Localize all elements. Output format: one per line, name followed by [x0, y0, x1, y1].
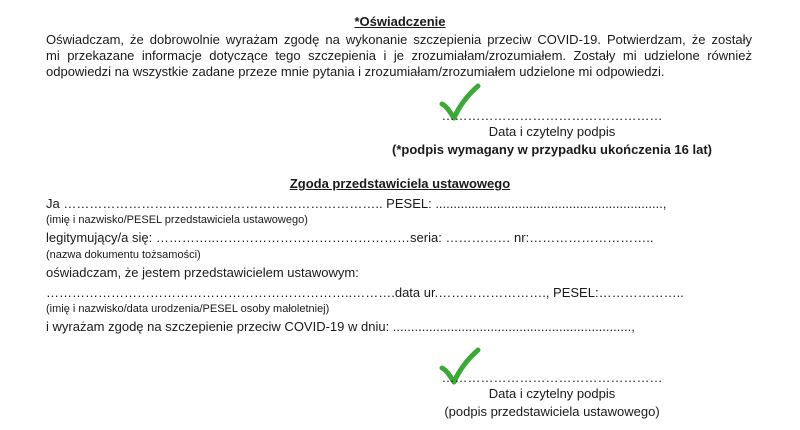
declaration-title: *Oświadczenie [354, 14, 446, 29]
declaration-signature-line: …………………………………………… [441, 108, 663, 123]
declaration-signature-note: (*podpis wymagany w przypadku ukończenia 16 lat) [391, 142, 713, 157]
guardian-statement-line: oświadczam, że jestem przedstawicielem ustawowym: [46, 265, 359, 280]
guardian-signature-label: Data i czytelny podpis [488, 386, 616, 401]
declaration-text-line-1: Oświadczam, że dobrowolnie wyrażam zgodę na wykonanie szczepienia przeciw COVID-19. Potwierdzam, że zostały [46, 32, 752, 47]
guardian-name-pesel-line: Ja ……………………………………………………………….. PESEL: ..............................................................., [46, 196, 667, 211]
minor-details-line: ……………………………………………………………..……….data ur.……………………., PESEL:……………….. [46, 285, 684, 300]
guardian-signature-note: (podpis przedstawiciela ustawowego) [444, 404, 660, 419]
guardian-signature-line: …………………………………………… [441, 370, 663, 385]
guardian-document-line: legitymujący/a się: …………..………………………………………seria: …………… nr:……………………….. [46, 230, 654, 245]
declaration-signature-label: Data i czytelny podpis [488, 124, 616, 139]
vaccination-date-line: i wyrażam zgodę na szczepienie przeciw COVID-19 w dniu: .................................................................., [46, 319, 635, 334]
declaration-text-line-3: odpowiedzi na wszystkie zadane przeze mnie pytania i zrozumiałam/zrozumiałem udzielone mi odpowiedzi. [46, 64, 665, 79]
guardian-document-hint: (nazwa dokumentu tożsamości) [46, 249, 201, 261]
minor-details-hint: (imię i nazwisko/data urodzenia/PESEL osoby małoletniej) [46, 303, 330, 315]
guardian-name-pesel-hint: (imię i nazwisko/PESEL przedstawiciela ustawowego) [46, 214, 308, 226]
declaration-text-line-2: mi przekazane informacje dotyczące tego szczepienia i je zrozumiałam/zrozumiałem. Zostały mi udzielone również [46, 48, 752, 63]
guardian-title: Zgoda przedstawiciela ustawowego [289, 176, 511, 191]
